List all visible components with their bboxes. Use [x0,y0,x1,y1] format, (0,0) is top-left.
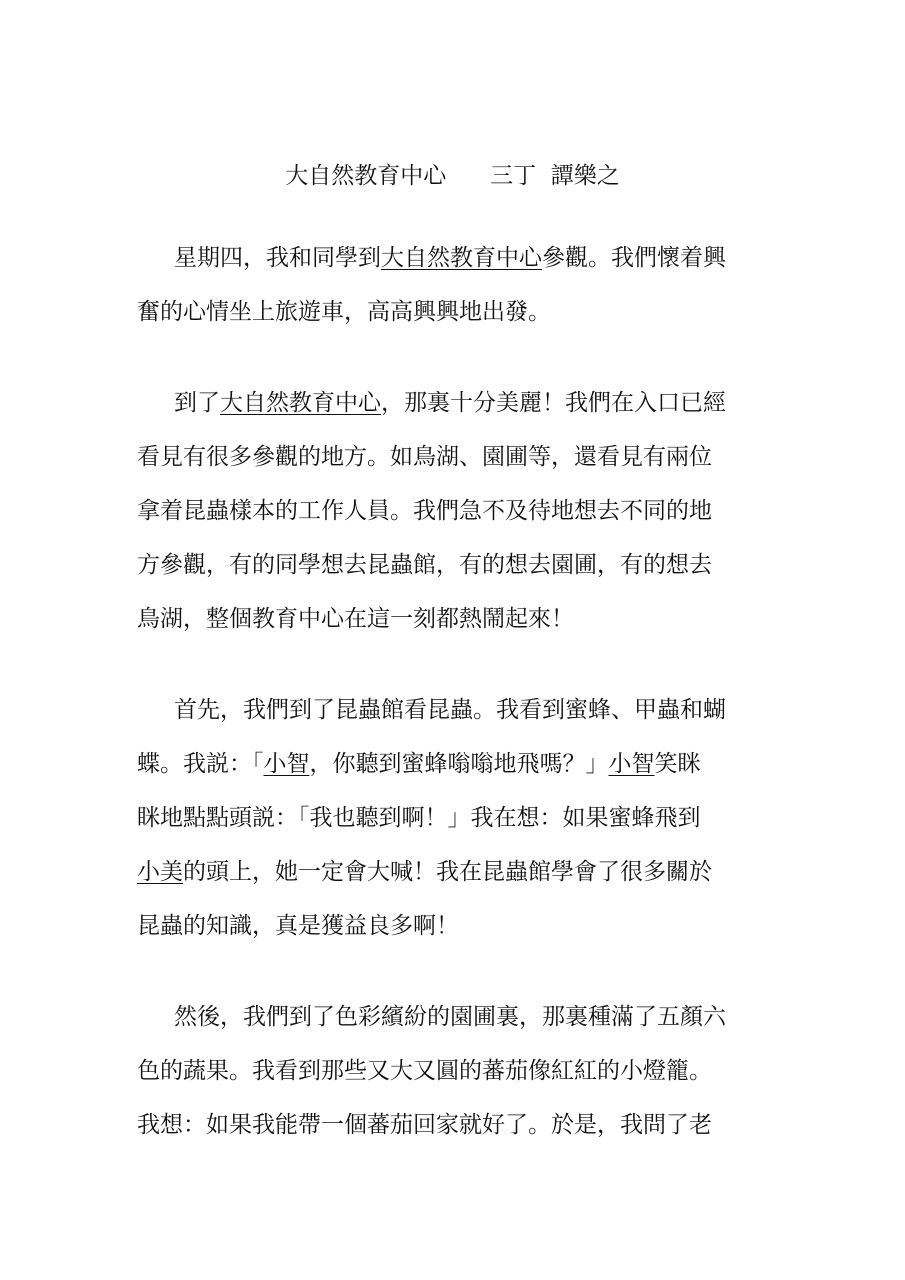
essay-title: 大自然教育中心 [285,163,447,189]
paragraph-gap [137,962,777,999]
text-line [137,294,777,348]
text-segment: 鳥湖，整個教育中心在這一刻都熱鬧起來！ [137,606,574,632]
text-segment: ，那裏十分美麗！我們在入口已經 [381,390,726,416]
proper-noun-underlined: 小美 [137,859,183,885]
text-segment: 方參觀，有的同學想去昆蟲館，有的想去園圃，有的想去 [137,552,712,578]
text-line [137,385,777,439]
text-line [137,800,777,854]
proper-noun-underlined: 小智 [263,751,310,777]
text-line [137,999,777,1053]
proper-noun-underlined: 大自然教育中心 [381,245,542,271]
page-title [0,158,905,194]
text-line [137,908,777,962]
text-segment: 到了 [174,390,220,416]
paragraph-gap [137,655,777,692]
text-line [137,493,777,547]
text-line [137,746,777,800]
text-segment: 看見有很多參觀的地方。如鳥湖、園圃等，還看見有兩位 [137,444,712,470]
text-segment: ，你聽到蜜蜂嗡嗡地飛嗎？」 [309,751,609,777]
text-segment: 奮的心情坐上旅遊車，高高興興地出發。 [137,299,551,325]
text-segment: 然後，我們到了色彩繽紛的園圃裏，那裏種滿了五顏六 [174,1004,726,1030]
text-segment: 我想：如果我能帶一個蕃茄回家就好了。於是，我問了老 [137,1112,712,1138]
text-segment: 昆蟲的知識，真是獲益良多啊！ [137,913,459,939]
paragraph [137,385,777,655]
text-line [137,240,777,294]
text-segment: 蝶。我説：「 [137,751,264,777]
text-line [137,854,777,908]
proper-noun-underlined: 大自然教育中心 [220,390,381,416]
text-line [137,439,777,493]
essay-body [137,240,777,1161]
paragraph [137,692,777,962]
author-line: 三丁 譚樂之 [490,163,620,189]
text-line [137,547,777,601]
text-segment: 眯地點點頭説：「我也聽到啊！」我在想：如果蜜蜂飛到 [137,805,701,831]
text-segment: 拿着昆蟲樣本的工作人員。我們急不及待地想去不同的地 [137,498,712,524]
text-line [137,692,777,746]
text-line [137,601,777,655]
text-segment: 色的蔬果。我看到那些又大又圓的蕃茄像紅紅的小燈籠。 [137,1058,712,1084]
paragraph-gap [137,348,777,385]
text-segment: 首先，我們到了昆蟲館看昆蟲。我看到蜜蜂、甲蟲和蝴 [174,697,726,723]
paragraph [137,240,777,348]
paragraph [137,999,777,1161]
text-segment: 星期四，我和同學到 [174,245,381,271]
text-line [137,1107,777,1161]
text-segment: 參觀。我們懷着興 [542,245,726,271]
text-line [137,1053,777,1107]
text-segment: 笑眯 [654,751,701,777]
text-segment: 的頭上，她一定會大喊！我在昆蟲館學會了很多關於 [183,859,712,885]
proper-noun-underlined: 小智 [608,751,655,777]
